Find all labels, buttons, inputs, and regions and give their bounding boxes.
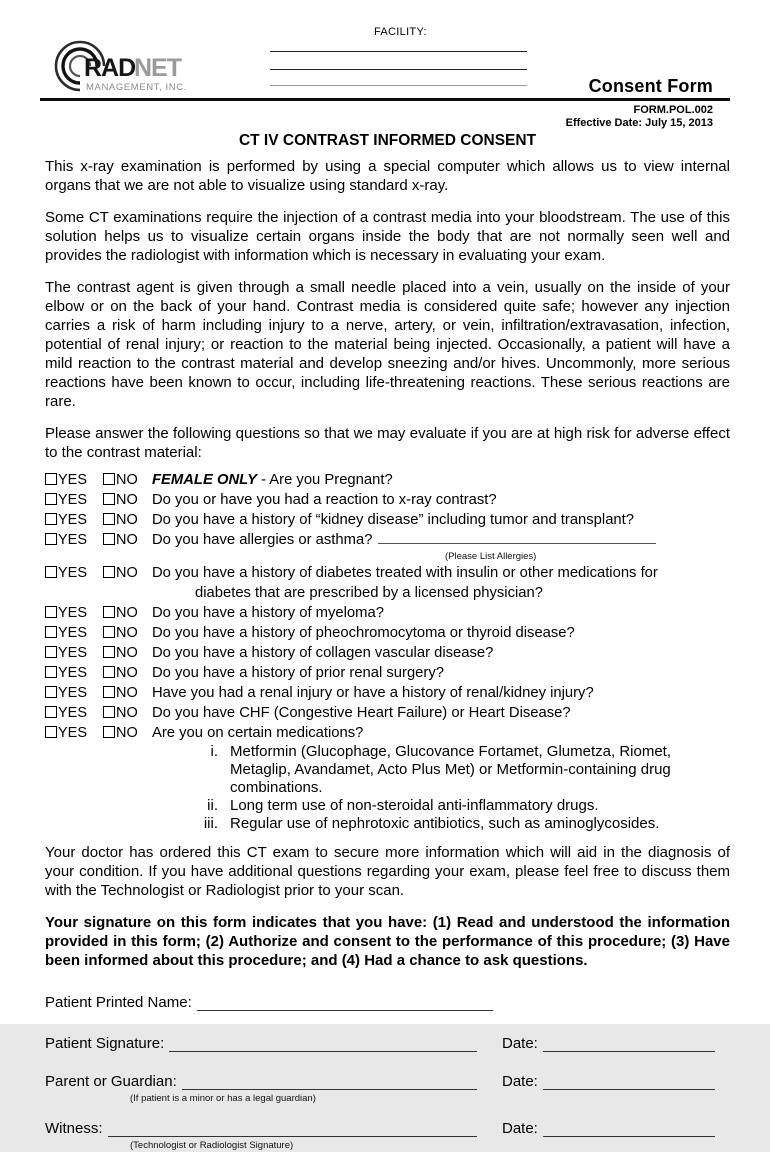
yes-checkbox[interactable] (45, 686, 57, 698)
no-checkbox[interactable] (103, 566, 115, 578)
no-label: NO (116, 625, 138, 641)
yes-cell (45, 510, 103, 530)
question-row (45, 723, 730, 743)
no-cell (103, 703, 152, 723)
no-cell (103, 603, 152, 623)
yes-checkbox[interactable] (45, 473, 57, 485)
question-text (152, 703, 730, 723)
no-cell (103, 663, 152, 683)
header-rule (40, 98, 730, 101)
no-label: NO (116, 565, 138, 581)
date-label: Date: (502, 1073, 538, 1090)
yes-label: YES (58, 665, 88, 681)
no-cell (103, 643, 152, 663)
no-cell (103, 683, 152, 703)
form-number: FORM.POL.002 (633, 104, 713, 116)
closing-paragraph: Your doctor has ordered this CT exam to secure more information which will aid in the diagnosis of your condition. If you have additional questions regarding your exam, please feel free to discuss them with the Technologist or Radiologist prior to your scan. (45, 844, 730, 899)
question-label: Have you had a renal injury or have a history of renal/kidney injury? (152, 685, 594, 701)
question-row (45, 663, 730, 683)
question-text (152, 563, 730, 603)
no-checkbox[interactable] (103, 513, 115, 525)
intro-paragraph-4: Please answer the following questions so that we may evaluate if you are at high risk for adverse effect to the contrast material: (45, 425, 730, 461)
no-cell (103, 530, 152, 550)
medication-number: iii. (203, 815, 218, 832)
question-label: Do you have a history of collagen vascular disease? (152, 645, 494, 661)
no-label: NO (116, 605, 138, 621)
no-cell (103, 563, 152, 583)
intro-paragraph-2: Some CT examinations require the injection of a contrast media into your bloodstream. The use of this solution helps us to visualize certain organs inside the body that are not normally seen well and provides the radiologist with information which is necessary in evaluating your exam. (45, 209, 730, 264)
patient-signature-line[interactable] (169, 1037, 477, 1052)
no-checkbox[interactable] (103, 686, 115, 698)
medication-text: Regular use of nephrotoxic antibiotics, such as aminoglycosides. (230, 815, 660, 832)
radnet-logo (50, 32, 200, 102)
yes-label: YES (58, 472, 88, 488)
question-row (45, 623, 730, 643)
date-label: Date: (502, 1120, 538, 1137)
yes-cell (45, 623, 103, 643)
no-label: NO (116, 725, 138, 741)
question-row (45, 683, 730, 703)
question-row (45, 563, 730, 603)
questions-list (45, 470, 730, 833)
question-text (152, 510, 730, 530)
no-label: NO (116, 512, 138, 528)
page-title: CT IV CONTRAST INFORMED CONSENT (238, 132, 537, 149)
yes-cell (45, 563, 103, 583)
witness-label: Witness: (45, 1120, 103, 1137)
question-text (152, 723, 730, 743)
question-row (45, 510, 730, 530)
printed-name-row (45, 994, 730, 1011)
no-label: NO (116, 665, 138, 681)
question-label: Do you have a history of myeloma? (152, 605, 384, 621)
no-cell (103, 470, 152, 490)
question-row (45, 643, 730, 663)
witness-caption: (Technologist or Radiologist Signature) (130, 1140, 294, 1151)
effective-date: Effective Date: July 15, 2013 (565, 117, 713, 129)
yes-cell (45, 470, 103, 490)
question-label: Are you on certain medications? (152, 725, 364, 741)
question-text (152, 530, 730, 563)
no-cell (103, 723, 152, 743)
no-checkbox[interactable] (103, 726, 115, 738)
no-cell (103, 490, 152, 510)
guardian-caption: (If patient is a minor or has a legal guardian) (130, 1093, 316, 1104)
yes-cell (45, 643, 103, 663)
no-cell (103, 510, 152, 530)
yes-cell (45, 530, 103, 550)
no-label: NO (116, 705, 138, 721)
medication-number: i. (210, 743, 218, 760)
question-text (152, 663, 730, 683)
guardian-label: Parent or Guardian: (45, 1073, 177, 1090)
question-row (45, 490, 730, 510)
no-checkbox[interactable] (103, 493, 115, 505)
no-cell (103, 623, 152, 643)
printed-name-label: Patient Printed Name: (45, 994, 192, 1011)
witness-date-line[interactable] (543, 1122, 715, 1137)
doc-type-title: Consent Form (588, 76, 713, 96)
yes-checkbox[interactable] (45, 666, 57, 678)
patient-signature-row (45, 1035, 730, 1052)
logo-subtitle-text: MANAGEMENT, INC. (86, 82, 187, 93)
question-text (152, 603, 730, 623)
question-row (45, 603, 730, 623)
yes-label: YES (58, 685, 88, 701)
printed-name-line[interactable] (197, 996, 493, 1011)
guardian-date-line[interactable] (543, 1075, 715, 1090)
no-checkbox[interactable] (103, 706, 115, 718)
patient-signature-date-line[interactable] (543, 1037, 715, 1052)
question-row (45, 530, 730, 563)
question-text (152, 623, 730, 643)
question-label: Do you have a history of “kidney disease” including tumor and transplant? (152, 512, 634, 528)
question-label: Do you have a history of prior renal surgery? (152, 665, 444, 681)
guardian-signature-row (45, 1073, 730, 1090)
question-text (152, 490, 730, 510)
intro-paragraph-1: This x-ray examination is performed by using a special computer which allows us to view internal organs that we are not able to visualize using standard x-ray. (45, 158, 730, 194)
no-label: NO (116, 645, 138, 661)
question-row (45, 703, 730, 723)
yes-label: YES (58, 512, 88, 528)
question-label: Do you or have you had a reaction to x-ray contrast? (152, 492, 497, 508)
logo-net-text: NET (134, 54, 181, 82)
header (0, 0, 770, 128)
no-checkbox[interactable] (103, 473, 115, 485)
yes-checkbox[interactable] (45, 533, 57, 545)
medication-item (152, 815, 730, 833)
yes-label: YES (58, 532, 88, 548)
witness-signature-row (45, 1120, 730, 1137)
yes-cell (45, 490, 103, 510)
no-checkbox[interactable] (103, 533, 115, 545)
medication-text: Metformin (Glucophage, Glucovance Fortamet, Glumetza, Riomet, Metaglip, Avandamet, Acto Plus Met) or Metformin-containing drug combinations. (230, 743, 672, 796)
question-label: Do you have allergies or asthma? (152, 532, 373, 548)
no-label: NO (116, 685, 138, 701)
no-label: NO (116, 532, 138, 548)
radnet-arcs-icon (50, 32, 200, 98)
yes-checkbox[interactable] (45, 646, 57, 658)
witness-line[interactable] (108, 1122, 477, 1137)
yes-label: YES (58, 565, 88, 581)
no-label: NO (116, 492, 138, 508)
yes-cell (45, 603, 103, 623)
yes-checkbox[interactable] (45, 566, 57, 578)
medication-text: Long term use of non-steroidal anti-inflammatory drugs. (230, 797, 599, 814)
facility-blank-line-2[interactable] (270, 69, 527, 70)
medication-item (152, 797, 730, 815)
question-label: Do you have a history of diabetes treated with insulin or other medications for (152, 565, 658, 581)
yes-checkbox[interactable] (45, 706, 57, 718)
medication-number: ii. (207, 797, 218, 814)
medication-item (152, 743, 730, 797)
question-label: Do you have a history of pheochromocytoma or thyroid disease? (152, 625, 575, 641)
yes-label: YES (58, 725, 88, 741)
question-continuation: diabetes that are prescribed by a licensed physician? (195, 585, 543, 601)
patient-signature-label: Patient Signature: (45, 1035, 165, 1052)
facility-blank-line-3[interactable] (270, 85, 527, 86)
question-label: - Are you Pregnant? (256, 472, 393, 488)
yes-label: YES (58, 705, 88, 721)
question-text (152, 470, 730, 490)
no-checkbox[interactable] (103, 606, 115, 618)
yes-cell (45, 703, 103, 723)
yes-label: YES (58, 605, 88, 621)
question-text (152, 643, 730, 663)
date-label: Date: (502, 1035, 538, 1052)
yes-cell (45, 723, 103, 743)
facility-label: FACILITY: (374, 26, 427, 38)
form-meta (566, 104, 713, 130)
no-checkbox[interactable] (103, 646, 115, 658)
yes-cell (45, 663, 103, 683)
yes-label: YES (58, 625, 88, 641)
no-checkbox[interactable] (103, 626, 115, 638)
yes-checkbox[interactable] (45, 726, 57, 738)
question-label: Do you have CHF (Congestive Heart Failure) or Heart Disease? (152, 705, 571, 721)
question-row (45, 470, 730, 490)
yes-checkbox[interactable] (45, 606, 57, 618)
yes-checkbox[interactable] (45, 513, 57, 525)
question-prefix: FEMALE ONLY (152, 472, 257, 488)
no-checkbox[interactable] (103, 666, 115, 678)
signature-statement: Your signature on this form indicates that you have: (1) Read and understood the information provided in this form; (2) Authorize and consent to the performance of this procedure; (3) Have been informed about this procedure; and (4) Had a chance to ask questions. (45, 914, 730, 969)
yes-checkbox[interactable] (45, 493, 57, 505)
question-text (152, 683, 730, 703)
intro-paragraph-3: The contrast agent is given through a small needle placed into a vein, usually on the inside of your elbow or on the back of your hand. Contrast media is considered quite safe; however any injection carries a risk of harm including injury to a nerve, artery, or vein, infiltration/extravasation, infection, potential of renal injury; or reaction to the material being injected. Occasionally, a patient will have a mild reaction to the contrast material and develop sneezing and/or hives. Uncommonly, more serious reactions have been known to occur, including life-threatening reactions. These serious reactions are rare. (45, 279, 730, 410)
guardian-line[interactable] (182, 1075, 477, 1090)
facility-blank-line-1[interactable] (270, 51, 527, 52)
yes-cell (45, 683, 103, 703)
no-label: NO (116, 472, 138, 488)
allergies-blank-line[interactable] (378, 531, 656, 544)
logo-rad-text: RAD (84, 54, 136, 82)
allergies-caption: (Please List Allergies) (445, 551, 537, 562)
yes-label: YES (58, 645, 88, 661)
yes-checkbox[interactable] (45, 626, 57, 638)
yes-label: YES (58, 492, 88, 508)
